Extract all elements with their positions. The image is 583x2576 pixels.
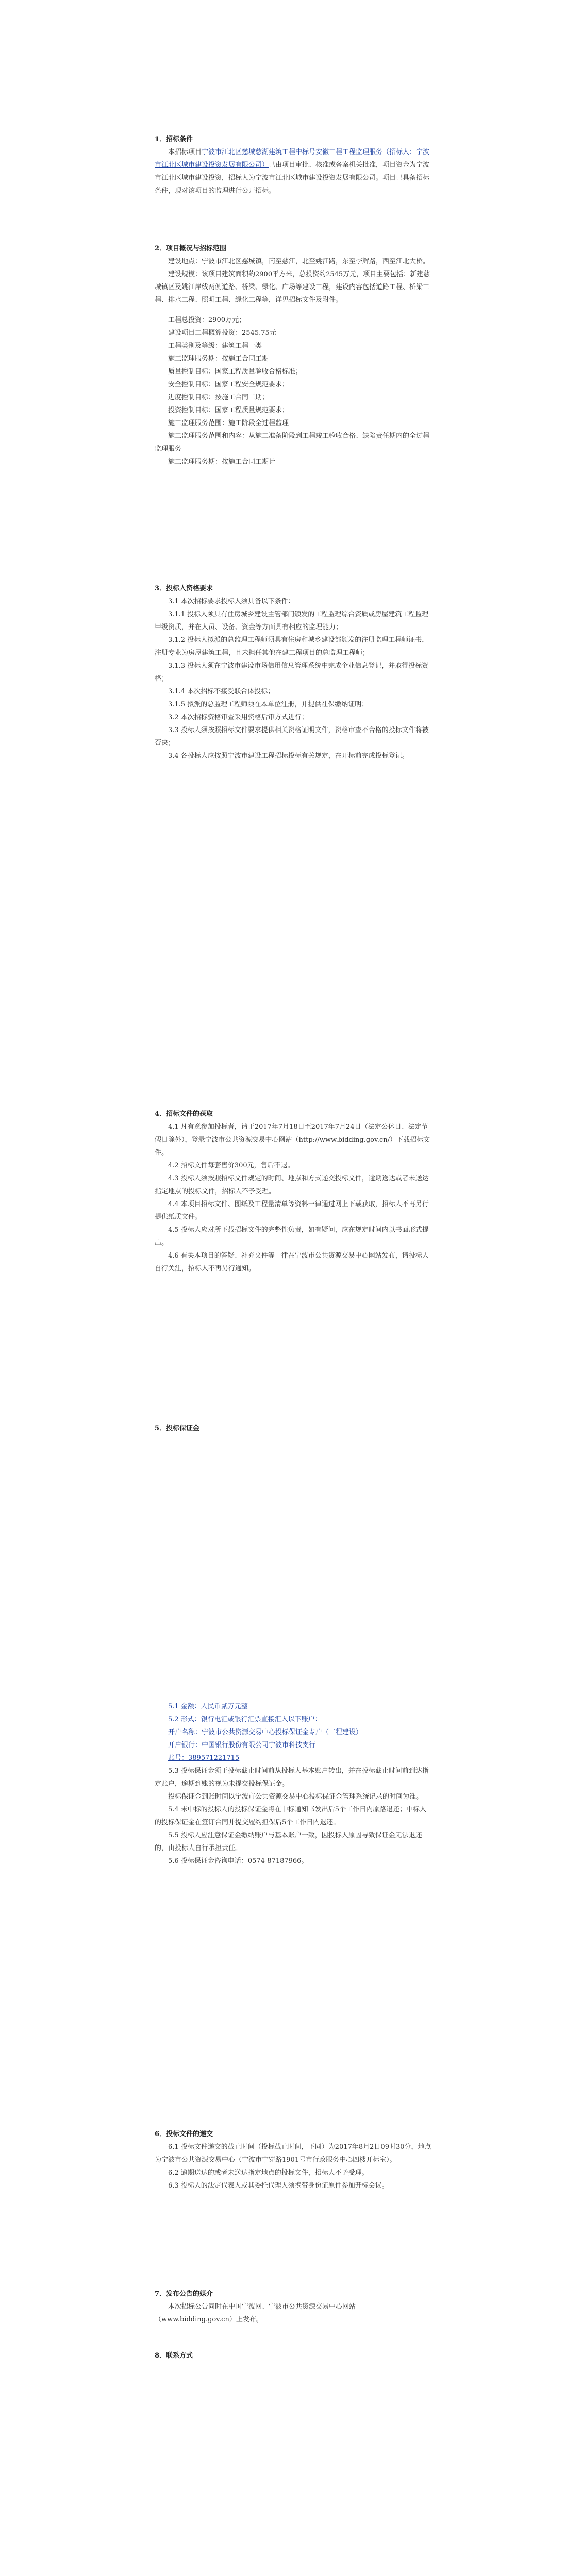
paragraph: 4.2 招标文件每套售价300元，售后不退。 (168, 1162, 294, 1170)
section-heading: 6．投标文件的递交 (155, 2130, 213, 2138)
paragraph: 3.1.2 投标人拟派的总监理工程师须具有住房和城乡建设部颁发的注册监理工程师证书，注册专业为房屋建筑工程，且未担任其他在建工程项目的总监理工程师； (155, 636, 429, 657)
section-heading: 4．招标文件的获取 (155, 1110, 213, 1118)
paragraph: 3.3 投标人须按照招标文件要求提供相关资格证明文件，资格审查不合格的投标文件将被否决； (155, 726, 429, 747)
paragraph: 4.5 投标人应对所下载招标文件的完整性负责，如有疑问，应在规定时间内以书面形式提出。 (155, 1226, 429, 1247)
project-info-item: 工程类别及等级：建筑工程一类 (168, 342, 262, 350)
paragraph: 5.6 投标保证金咨询电话：0574-87187966。 (168, 1857, 308, 1865)
project-info-item: 施工监理服务范围和内容：从施工准备阶段到工程竣工验收合格、缺陷责任期内的全过程监理服务 (155, 432, 430, 453)
section-heading: 7．发布公告的媒介 (155, 2290, 213, 2298)
paragraph: 4.6 有关本项目的答疑、补充文件等一律在宁波市公共资源交易中心网站发布，请投标人自行关注，招标人不再另行通知。 (155, 1252, 429, 1273)
paragraph: 建设地点：宁波市江北区慈城镇，南至慈江，北至姚江路，东至李辉路，西至江北大桥。 (168, 258, 430, 265)
section-bid-submission (155, 2128, 433, 2192)
section-heading: 5．投标保证金 (155, 1425, 200, 1432)
project-info-item: 进度控制目标：按施工合同工期； (168, 394, 269, 401)
project-link[interactable]: 宁波市江北区慈城慈湖建筑工程中标号安徽工程工程监理服务（招标人：宁波市江北区城市建设投资发展有限公司） (155, 148, 430, 169)
project-info-item: 安全控制目标：国家工程安全规范要求； (168, 381, 289, 388)
project-info-item: 施工监理服务期：按施工合同工期计 (168, 458, 276, 466)
section-project-overview (155, 242, 433, 468)
section-tender-conditions (155, 133, 433, 197)
paragraph: 3.1.5 拟派的总监理工程师须在本单位注册，并提供社保缴纳证明； (168, 701, 369, 708)
account-name-text: 开户名称：宁波市公共资源交易中心投标保证金专户（工程建设） (168, 1728, 363, 1736)
project-info-item: 投资控制目标：国家工程质量规范要求； (168, 406, 289, 414)
paragraph: 本次招标公告同时在中国宁波网、宁波市公共资源交易中心网站（www.bidding.gov.cn）上发布。 (155, 2303, 356, 2324)
paragraph: 3.1.3 投标人须在宁波市建设市场信用信息管理系统中完成企业信息登记，并取得投标资格； (155, 662, 429, 683)
paragraph: 6.2 逾期送达的或者未送达指定地点的投标文件，招标人不予受理。 (168, 2169, 369, 2177)
project-info-list (155, 314, 433, 468)
paragraph: 3.1.1 投标人须具有住房城乡建设主管部门颁发的工程监理综合资质或房屋建筑工程监理甲级资质，并在人员、设备、资金等方面具有相应的监理能力； (155, 611, 429, 631)
section-heading: 3．投标人资格要求 (155, 585, 213, 592)
project-info-item: 质量控制目标：国家工程质量验收合格标准； (168, 368, 303, 376)
paragraph: 6.1 投标文件递交的截止时间（投标截止时间，下同）为2017年8月2日09时30分，地点为宁波市公共资源交易中心（宁波市宁穿路1901号市行政服务中心四楼开标室）。 (155, 2143, 431, 2164)
section-heading: 2．项目概况与招标范围 (155, 245, 227, 252)
project-info-item: 工程总投资：2900万元； (168, 316, 246, 324)
section-heading: 8．联系方式 (155, 2352, 193, 2360)
paragraph: 5.4 未中标的投标人的投标保证金将在中标通知书发出后5个工作日内原路退还；中标人的投标保证金在签订合同并提交履约担保后5个工作日内退还。 (155, 1806, 427, 1826)
paragraph: 4.1 凡有意参加投标者，请于2017年7月18日至2017年7月24日（法定公休日、法定节假日除外），登录宁波市公共资源交易中心网站（http://www.bidding.gov.cn/）下载招标文件。 (155, 1123, 430, 1157)
section-heading: 1．招标条件 (155, 135, 193, 143)
section-bid-bond-heading (155, 1422, 433, 1435)
bond-amount (155, 1700, 433, 1713)
bond-form (155, 1713, 433, 1726)
section-publication-media (155, 2287, 433, 2326)
bank-name (155, 1739, 433, 1752)
project-info-item: 施工监理服务范围：施工阶段全过程监理 (168, 419, 289, 427)
section-bid-bond (155, 1700, 433, 1868)
paragraph: 3.4 各投标人应按照宁波市建设工程招标投标有关规定，在开标前完成投标登记。 (168, 752, 409, 760)
paragraph: 4.4 本项目招标文件、图纸及工程量清单等资料一律通过网上下载获取，招标人不再另行提供纸质文件。 (155, 1200, 429, 1221)
paragraph: 3.1.4 本次招标不接受联合体投标； (168, 688, 275, 696)
account-number-text: 账号：389571221715 (168, 1754, 240, 1762)
paragraph: 投标保证金到账时间以宁波市公共资源交易中心投标保证金管理系统记录的时间为准。 (168, 1793, 423, 1801)
project-info-item: 建设项目工程概算投资：2545.75元 (168, 329, 276, 337)
section-qualification (155, 582, 433, 762)
bond-form-text: 5.2 形式：银行电汇或银行汇票直接汇入以下账户： (168, 1716, 322, 1723)
paragraph: 6.3 投标人的法定代表人或其委托代理人须携带身份证原件参加开标会议。 (168, 2182, 389, 2190)
paragraph: 3.1 本次招标要求投标人须具备以下条件： (168, 598, 295, 605)
paragraph: 5.3 投标保证金须于投标截止时间前从投标人基本账户转出，并在投标截止时间前到达指定账户，逾期到账的视为未提交投标保证金。 (155, 1767, 429, 1788)
account-number (155, 1752, 433, 1765)
text: 本招标项目 (168, 148, 202, 156)
section-obtain-documents (155, 1108, 433, 1275)
text: 已由项目审批、核准或备案机关批准，项目资金为宁波市江北区城市建设投资，招标人为宁波市江北区城市建设投资发展有限公司。项目已具备招标条件，现对该项目的监理进行公开招标。 (155, 161, 430, 195)
paragraph (155, 146, 433, 197)
paragraph: 5.5 投标人应注意保证金缴纳账户与基本账户一致，因投标人原因导致保证金无法退还的，由投标人自行承担责任。 (155, 1832, 422, 1852)
paragraph: 3.2 本次招标资格审查采用资格后审方式进行； (168, 714, 308, 721)
paragraph: 4.3 投标人须按照招标文件规定的时间、地点和方式递交投标文件，逾期送达或者未送达指定地点的投标文件，招标人不予受理。 (155, 1175, 429, 1195)
bank-name-text: 开户银行：中国银行股份有限公司宁波市科技支行 (168, 1741, 316, 1749)
bond-amount-text: 5.1 金额：人民币贰万元整 (168, 1703, 248, 1710)
account-name (155, 1726, 433, 1739)
project-info-item: 施工监理服务期：按施工合同工期 (168, 355, 269, 363)
paragraph: 建设规模：该项目建筑面积约2900平方米，总投资约2545万元，项目主要包括：新建慈城镇区及姚江岸线两侧道路、桥梁、绿化、广场等建设工程，建设内容包括道路工程、桥梁工程、排水工程、照明工程、绿化工程等，详见招标文件及附件。 (155, 270, 430, 304)
section-contact (155, 2349, 433, 2362)
